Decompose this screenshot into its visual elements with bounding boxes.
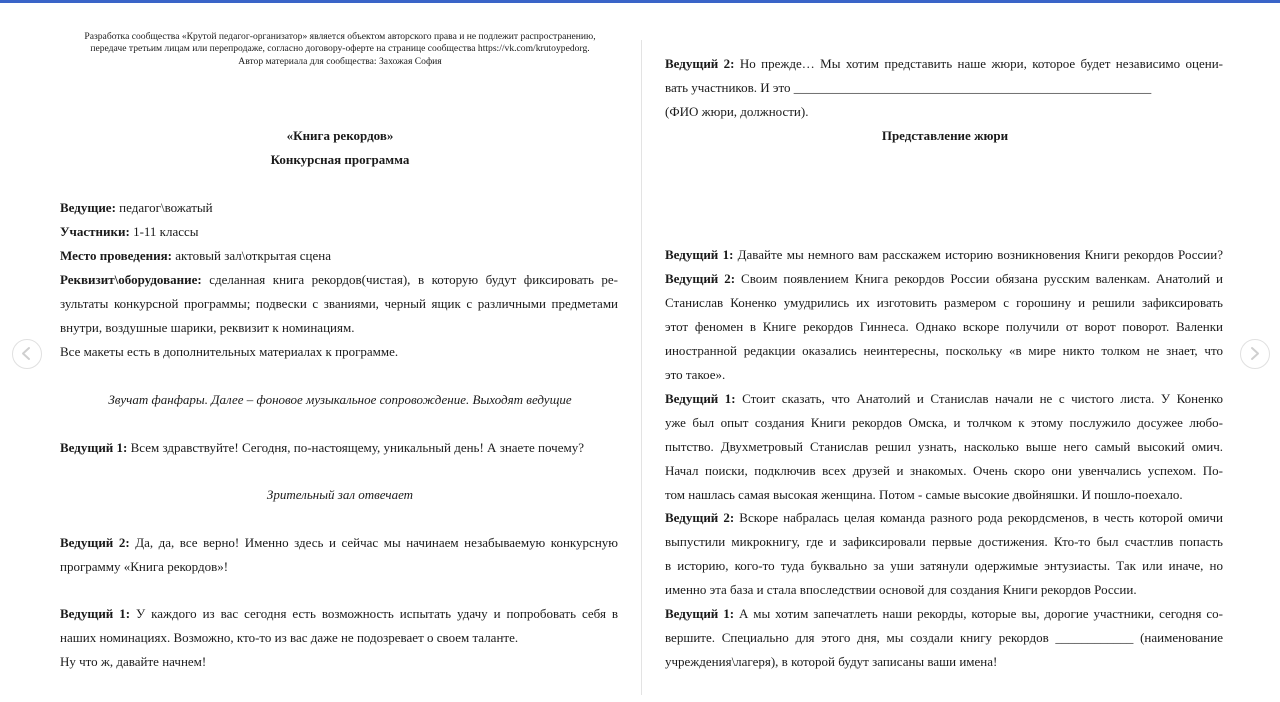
info-props-line: зультаты конкурсной программы; подвески с званиями, черный ящик с различными предметами	[60, 296, 618, 311]
script-line: в историю, кого-то туда буквально за уши затянули одержимые энтузиасты. Так или иначе, но	[665, 558, 1223, 573]
stage-direction: Зрительный зал отвечает	[266, 487, 414, 502]
value: 1-11 классы	[129, 224, 199, 239]
speaker: Ведущий 1:	[60, 606, 131, 621]
script-line: (ФИО жюри, должности).	[665, 104, 809, 119]
info-hosts	[60, 200, 213, 216]
speech: А мы хотим запечатлеть наши рекорды, которые вы, дорогие участники, сегодня со-	[734, 606, 1223, 621]
speaker: Ведущий 1:	[60, 440, 128, 455]
script-line	[60, 440, 584, 456]
script-line: программу «Книга рекордов»!	[60, 559, 229, 574]
speech: Но прежде… Мы хотим представить наше жюри, которое будет независимо оцени-	[734, 56, 1223, 71]
chevron-right-icon	[1241, 340, 1268, 367]
script-line: Начал поиски, подключив всех друзей и знакомых. Очень скоро они увенчались успехом. По-	[665, 463, 1223, 478]
next-page-button[interactable]	[1240, 339, 1270, 369]
label: Участники:	[60, 224, 130, 239]
label: Место проведения:	[60, 248, 172, 263]
copyright-notice	[60, 31, 620, 68]
speaker: Ведущий 2:	[60, 535, 130, 550]
script-line	[665, 391, 1223, 407]
label: Реквизит\оборудование:	[60, 272, 202, 287]
script-line	[665, 606, 1223, 622]
speech: Стоит сказать, что Анатолий и Станислав начали не с чистого листа. У Коненко	[735, 391, 1223, 406]
script-line: наших номинациях. Возможно, кто-то из вас даже не подозревает о своем таланте.	[60, 630, 519, 645]
page-divider	[641, 40, 642, 695]
script-line: вершите. Специально для этого дня, мы создали книгу рекордов ____________ (наименование	[665, 630, 1223, 645]
script-line: это такое».	[665, 367, 726, 382]
script-line: пытство. Двухметровый Станислав решил узнать, насколько выше него самый высокий омич.	[665, 439, 1223, 454]
speaker: Ведущий 1:	[665, 391, 736, 406]
speech: Вскоре набралась целая команда разного рода рекордсменов, в честь которой омичи	[734, 510, 1223, 525]
script-line	[60, 535, 618, 551]
speech: Да, да, все верно! Именно здесь и сейчас мы начинаем незабываемую конкурсную	[129, 535, 618, 550]
script-line: Ну что ж, давайте начнем!	[60, 654, 207, 669]
speech: Своим появлением Книга рекордов России обязана русским валенкам. Анатолий и	[735, 271, 1223, 286]
script-line	[665, 510, 1223, 526]
speech: Всем здравствуйте! Сегодня, по-настоящему, уникальный день! А знаете почему?	[127, 440, 584, 455]
script-line	[665, 56, 1223, 72]
script-line	[665, 271, 1223, 287]
copyright-line: передаче третьим лицам или перепродаже, согласно договору-оферте на странице сообщества https://vk.com/krutoypedorg.	[90, 43, 590, 55]
stage-direction: Звучат фанфары. Далее – фоновое музыкальное сопровождение. Выходят ведущие	[108, 392, 572, 407]
speaker: Ведущий 2:	[665, 271, 736, 286]
value: сделанная книга рекордов(чистая), в которую будут фиксировать ре-	[201, 272, 618, 287]
document-subtitle: Конкурсная программа	[270, 152, 410, 167]
script-line: уже был опыт создания Книги рекордов Омска, и толчком к этому послужило досужее любо-	[665, 415, 1223, 430]
script-line: этот феномен в Книге рекордов Гиннеса. Однако вскоре получили от ворот поворот. Валенки	[665, 319, 1223, 334]
info-props-line: внутри, воздушные шарики, реквизит к номинациям.	[60, 320, 355, 335]
info-materials: Все макеты есть в дополнительных материалах к программе.	[60, 344, 399, 359]
copyright-line: Автор материала для сообщества: Захожая София	[238, 55, 442, 67]
script-line	[60, 606, 618, 622]
script-line: Станислав Коненко умудрились их изготовить размером с горошину и решили зафиксировать	[665, 295, 1223, 310]
info-place	[60, 248, 331, 264]
script-line: иностранной редакции оказались неинтересны, поскольку «в мире никто толком не знает, что	[665, 343, 1223, 358]
value: педагог\вожатый	[115, 200, 213, 215]
script-line: вать участников. И это _______________________________________________________	[665, 80, 1152, 95]
speaker: Ведущий 2:	[665, 510, 735, 525]
prev-page-button[interactable]	[12, 339, 42, 369]
label: Ведущие:	[60, 200, 116, 215]
script-line	[665, 247, 1223, 263]
speaker: Ведущий 1:	[665, 606, 735, 621]
script-line: учреждения\лагеря), в которой будут записаны ваши имена!	[665, 654, 998, 669]
script-line: выпустили микрокнигу, где и зафиксировали первые достижения. Кто-то был счастлив попасть	[665, 534, 1223, 549]
script-line: именно эта база и стала впоследствии основой для создания Книги рекордов России.	[665, 582, 1137, 597]
chevron-left-icon	[13, 340, 40, 367]
speech: Давайте мы немного вам расскажем историю возникновения Книги рекордов России?	[733, 247, 1223, 262]
section-heading: Представление жюри	[881, 128, 1009, 143]
speaker: Ведущий 1:	[665, 247, 734, 262]
info-props	[60, 272, 618, 288]
speaker: Ведущий 2:	[665, 56, 735, 71]
document-title: «Книга рекордов»	[286, 128, 394, 143]
script-line: том нашлась самая высокая женщина. Потом - самые высокие двойняшки. И пошло-поехало.	[665, 487, 1183, 502]
top-accent-bar	[0, 0, 1280, 3]
value: актовый зал\открытая сцена	[171, 248, 331, 263]
speech: У каждого из вас сегодня есть возможность испытать удачу и попробовать себя в	[130, 606, 618, 621]
copyright-line: Разработка сообщества «Крутой педагог-организатор» является объектом авторского права и не подлежит распространению,	[84, 31, 596, 42]
info-participants	[60, 224, 199, 240]
